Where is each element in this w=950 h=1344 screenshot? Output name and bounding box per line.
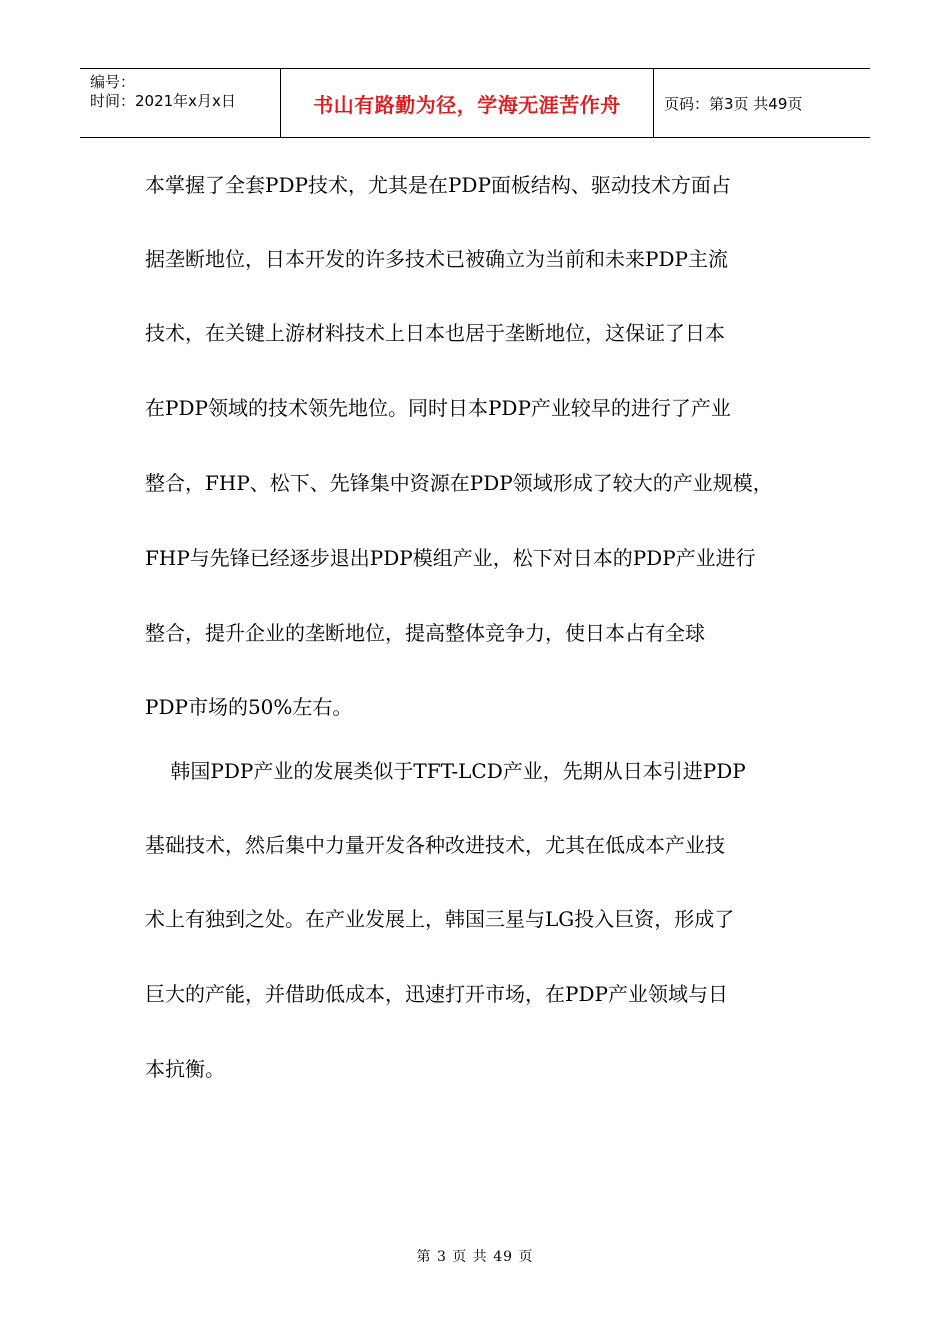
body-line: 术上有独到之处。在产业发展上，韩国三星与LG投入巨资，形成了 (145, 907, 735, 931)
time-line: 时间：2021年x月x日 (90, 92, 236, 110)
page-header (80, 68, 870, 138)
body-line: PDP市场的50%左右。 (145, 695, 353, 719)
body-line: 巨大的产能，并借助低成本，迅速打开市场，在PDP产业领域与日 (145, 982, 728, 1006)
body-line: 整合，提升企业的垄断地位，提高整体竞争力，使日本占有全球 (145, 621, 705, 645)
body-line: 据垄断地位，日本开发的许多技术已被确立为当前和未来PDP主流 (145, 247, 728, 271)
body-line: 在PDP领域的技术领先地位。同时日本PDP产业较早的进行了产业 (145, 396, 731, 420)
motto-text: 书山有路勤为径，学海无涯苦作舟 (313, 92, 621, 117)
header-page-info: 页码：第3页 共49页 (664, 94, 803, 113)
body-line: FHP与先锋已经逐步退出PDP模组产业，松下对日本的PDP产业进行 (145, 546, 756, 570)
number-label: 编号： (90, 73, 136, 91)
body-line: 基础技术，然后集中力量开发各种改进技术，尤其在低成本产业技 (145, 833, 725, 857)
page-footer: 第 3 页 共 49 页 (416, 1249, 534, 1265)
body-line-indented: 韩国PDP产业的发展类似于TFT-LCD产业，先期从日本引进PDP (145, 759, 746, 783)
body-line: 本抗衡。 (145, 1057, 225, 1081)
body-line: 本掌握了全套PDP技术，尤其是在PDP面板结构、驱动技术方面占 (145, 173, 731, 197)
header-page-cell (654, 69, 870, 137)
header-meta-cell (80, 69, 281, 137)
body-line: 整合，FHP、松下、先锋集中资源在PDP领域形成了较大的产业规模， (145, 471, 773, 495)
body-line: 技术，在关键上游材料技术上日本也居于垄断地位，这保证了日本 (145, 321, 725, 345)
header-motto-cell (281, 69, 654, 137)
